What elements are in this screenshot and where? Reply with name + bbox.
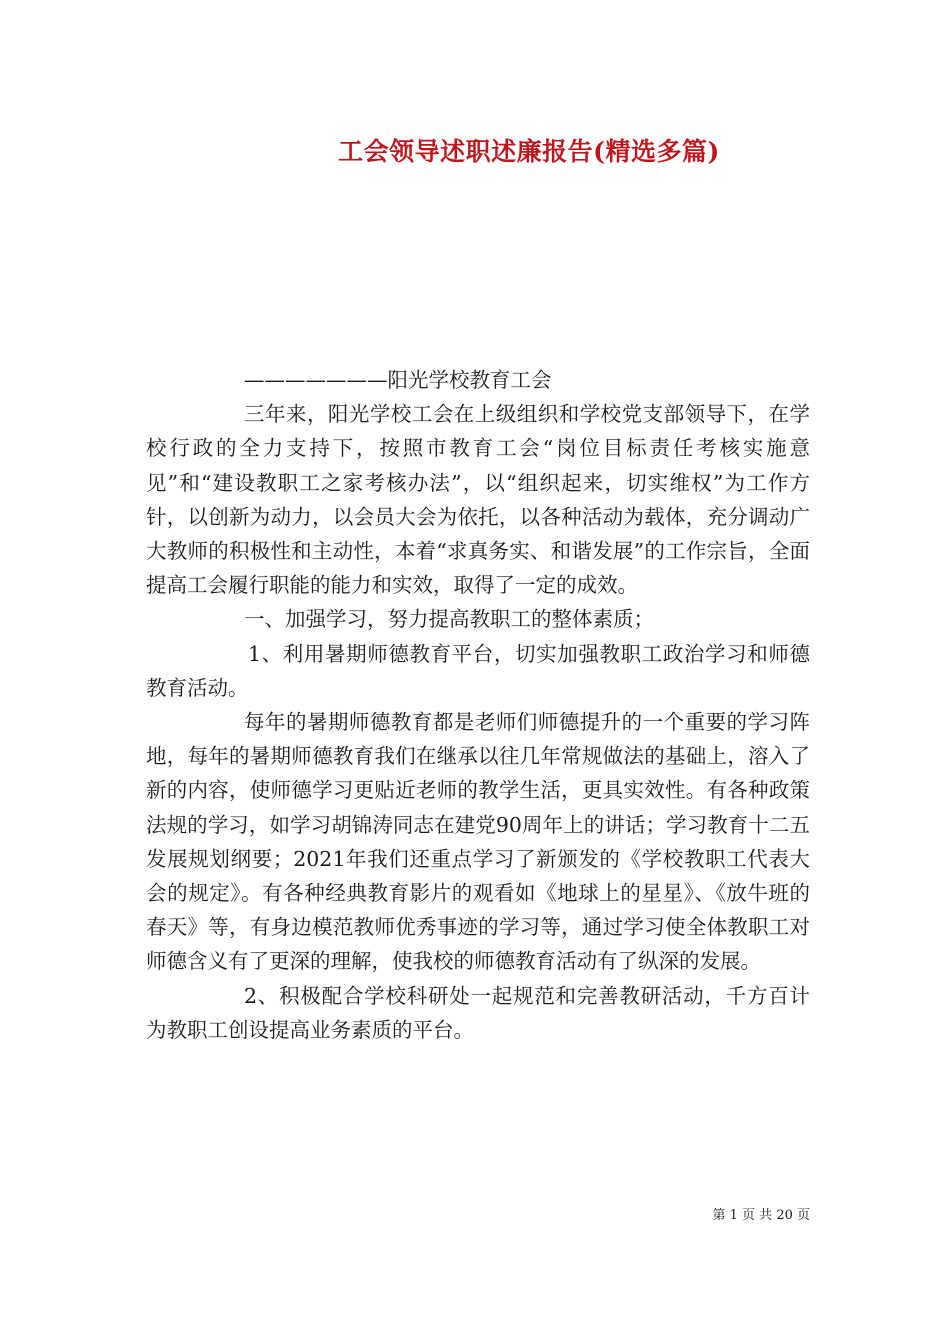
paragraph-ethics-education: 每年的暑期师德教育都是老师们师德提升的一个重要的学习阵地，每年的暑期师德教育我们在继承以往几年常规做法的基础上，溶入了新的内容，使师德学习更贴近老师的教学生活，更具实效性。有各种政策法规的学习，如学习胡锦涛同志在建党90周年上的讲话；学习教育十二五发展规划纲要；2021年我们还重点学习了新颁发的《学校教职工代表大会的规定》。有各种经典教育影片的观看如《地球上的星星》、《放牛班的春天》等，有身边模范教师优秀事迹的学习等，通过学习使全体教职工对师德含义有了更深的理解，使我校的师德教育活动有了纵深的发展。 bbox=[146, 710, 810, 974]
paragraph-intro: 三年来，阳光学校工会在上级组织和学校党支部领导下，在学校行政的全力支持下，按照市教育工会“岗位目标责任考核实施意见”和“建设教职工之家考核办法”，以“组织起来，切实维权”为工作方针，以创新为动力，以会员大会为依托，以各种活动为载体，充分调动广大教师的积极性和主动性，本着“求真务实、和谐发展”的工作宗旨，全面提高工会履行职能的能力和实效，取得了一定的成效。 bbox=[146, 402, 810, 598]
paragraph-author: ———————阳光学校教育工会 bbox=[244, 368, 552, 392]
subsection-heading-1: 1、利用暑期师德教育平台，切实加强教职工政治学习和师德教育活动。 bbox=[146, 641, 810, 700]
document-body bbox=[146, 363, 810, 1047]
page-footer: 第 1 页 共 20 页 bbox=[712, 1208, 810, 1223]
subsection-heading-2: 2、积极配合学校科研处一起规范和完善教研活动，千方百计为教职工创设提高业务素质的平台。 bbox=[146, 983, 810, 1042]
section-heading-one: 一、加强学习，努力提高教职工的整体素质； bbox=[244, 607, 654, 632]
document-title: 工会领导述职述廉报告(精选多篇) bbox=[338, 137, 720, 166]
